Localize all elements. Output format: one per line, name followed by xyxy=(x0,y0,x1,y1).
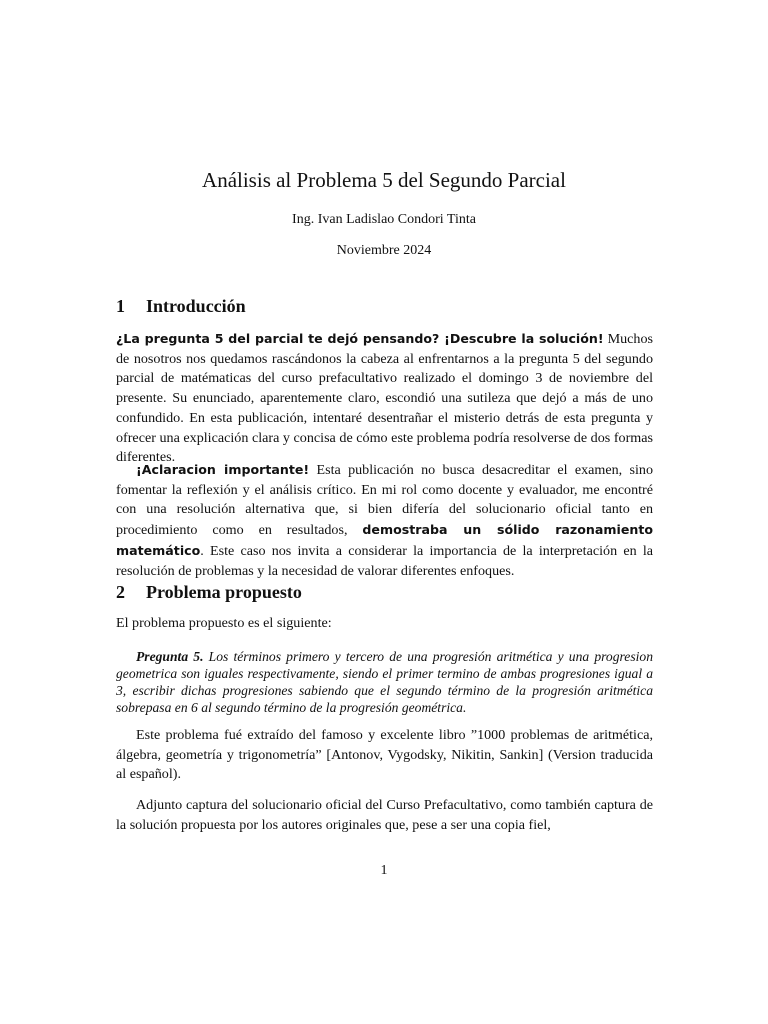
question-label: Pregunta 5. xyxy=(136,649,204,664)
intro-bold-lead: ¿La pregunta 5 del parcial te dejó pensando? ¡Descubre la solución! xyxy=(116,331,604,346)
problem-intro: El problema propuesto es el siguiente: xyxy=(116,615,332,631)
clarification-bold-lead: ¡Aclaracion importante! xyxy=(136,462,310,477)
section-number: 2 xyxy=(116,582,125,602)
publication-date: Noviembre 2024 xyxy=(336,243,432,258)
intro-body-text: Muchos de nosotros nos quedamos rascándonos la cabeza al enfrentarnos a la pregunta 5 del segundo parcial de matématicas del curso prefacultativo realizado el domingo 3 de noviembre del presente. Su enunciado, aparentemente claro, escondió una sutileza que dejó a más de uno confundido. En esta publicación, intentaré desentrañar el misterio detrás de esta pregunta y ofrecer una explicación clara y concisa de cómo este problema podría resolverse de dos formas diferentes. xyxy=(116,331,653,466)
question-text: Los términos primero y tercero de una progresión aritmética y una progresion geometrica son iguales respectivamente, siendo el primer termino de ambas progresiones igual a 3, escribir dichas progresiones sabiendo que el segundo término de la progresión aritmética sobrepasa en 6 al segundo término de la progresión geométrica. xyxy=(116,649,653,715)
clarification-text-b: . Este caso nos invita a considerar la importancia de la interpretación en la resolución de problemas y la necesidad de valorar diferentes enfoques. xyxy=(116,542,653,579)
section-title: Introducción xyxy=(146,296,246,316)
question-block xyxy=(116,648,653,716)
source-paragraph: Este problema fué extraído del famoso y excelente libro ”1000 problemas de aritmética, álgebra, geometría y trigonometría” [Antonov, Vygodsky, Nikitin, Sankin] (Version traducida al español). xyxy=(116,727,653,783)
intro-paragraph-1 xyxy=(116,329,653,468)
section-heading-problema xyxy=(116,582,302,603)
author-name: Ing. Ivan Ladislao Condori Tinta xyxy=(292,212,476,227)
intro-paragraph-2 xyxy=(116,460,653,581)
paper-title: Análisis al Problema 5 del Segundo Parcial xyxy=(202,168,566,192)
attachment-paragraph: Adjunto captura del solucionario oficial del Curso Prefacultativo, como también captura de la solución propuesta por los autores originales que, pese a ser una copia fiel, xyxy=(116,797,653,833)
section-heading-introduccion xyxy=(116,296,246,317)
clarification-bold-emphasis: demostraba un sólido razonamiento matemático xyxy=(116,522,653,558)
clarification-text-a: Esta publicación no busca desacreditar el examen, sino fomentar la reflexión y el análisis crítico. En mi rol como docente y evaluador, me encontré con una resolución alternativa que, si bien difería del solucionario oficial tanto en procedimiento como en resultados, xyxy=(116,462,653,539)
page-number: 1 xyxy=(380,863,388,878)
section-number: 1 xyxy=(116,296,125,316)
section-title: Problema propuesto xyxy=(146,582,302,602)
